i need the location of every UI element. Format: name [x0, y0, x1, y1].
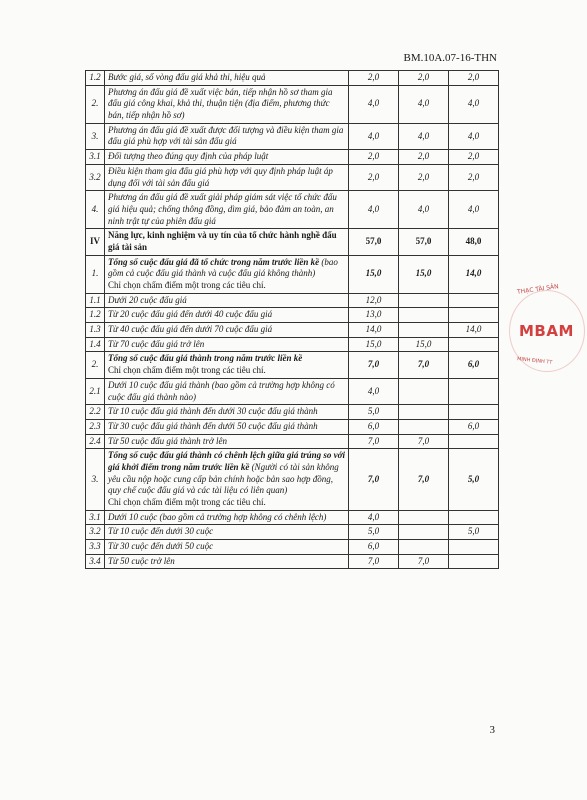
row-index: 3.1	[86, 150, 105, 165]
score-cell-c2: 2,0	[399, 164, 449, 190]
score-cell-c2	[399, 419, 449, 434]
score-cell-c1: 2,0	[349, 71, 399, 86]
row-index: 2.	[86, 352, 105, 378]
score-cell-c1: 57,0	[349, 229, 399, 255]
score-cell-c3: 6,0	[449, 352, 499, 378]
row-description: Đối tượng theo đúng quy định của pháp luật	[105, 150, 349, 165]
score-cell-c1: 7,0	[349, 449, 399, 510]
row-index: 3.3	[86, 540, 105, 555]
score-cell-c3: 5,0	[449, 525, 499, 540]
score-cell-c3	[449, 337, 499, 352]
row-index: 2.	[86, 85, 105, 123]
row-description	[105, 449, 349, 510]
score-cell-c3: 2,0	[449, 164, 499, 190]
score-cell-c1: 5,0	[349, 405, 399, 420]
table-row	[86, 164, 499, 190]
criterion-title: Tổng số cuộc đấu giá thành trong năm trước liền kề	[108, 353, 303, 364]
table-row	[86, 378, 499, 404]
company-stamp	[507, 283, 587, 378]
criterion-note: Chỉ chọn chấm điểm một trong các tiêu chí.	[108, 365, 266, 376]
row-description: Từ 30 cuộc đấu giá thành đến dưới 50 cuộc đấu giá thành	[105, 419, 349, 434]
score-cell-c2: 4,0	[399, 85, 449, 123]
score-cell-c2	[399, 293, 449, 308]
row-description: Từ 10 cuộc đấu giá thành đến dưới 30 cuộc đấu giá thành	[105, 405, 349, 420]
row-index: 3.1	[86, 510, 105, 525]
score-cell-c1: 6,0	[349, 419, 399, 434]
score-cell-c2: 4,0	[399, 123, 449, 149]
score-cell-c2	[399, 405, 449, 420]
score-cell-c1: 2,0	[349, 150, 399, 165]
score-cell-c2: 7,0	[399, 554, 449, 569]
row-index: 2.4	[86, 434, 105, 449]
score-cell-c2: 2,0	[399, 71, 449, 86]
row-index: 3.	[86, 123, 105, 149]
document-code: BM.10A.07-16-THN	[403, 52, 497, 64]
score-cell-c2	[399, 510, 449, 525]
table-row	[86, 337, 499, 352]
criterion-detail: (Người có tài sản không yêu cầu nộp hoặc cung cấp bản chính hoặc bản sao hợp đồng, quy chế cuộc đấu giá và các tài liệu có liên quan)	[108, 461, 339, 496]
table-row	[86, 434, 499, 449]
page-number: 3	[489, 724, 495, 736]
table-row	[86, 449, 499, 510]
row-index: 3.2	[86, 164, 105, 190]
row-description: Năng lực, kinh nghiệm và uy tín của tổ chức hành nghề đấu giá tài sản	[105, 229, 349, 255]
score-cell-c1: 15,0	[349, 255, 399, 293]
score-cell-c1: 13,0	[349, 308, 399, 323]
row-description: Từ 50 cuộc trở lên	[105, 554, 349, 569]
score-cell-c2: 7,0	[399, 352, 449, 378]
table-row	[86, 71, 499, 86]
score-cell-c3	[449, 378, 499, 404]
score-cell-c2	[399, 378, 449, 404]
score-cell-c1: 7,0	[349, 434, 399, 449]
scoring-table	[85, 70, 499, 569]
score-cell-c3: 2,0	[449, 71, 499, 86]
table-row	[86, 308, 499, 323]
row-index: 2.3	[86, 419, 105, 434]
row-description: Từ 30 cuộc đến dưới 50 cuộc	[105, 540, 349, 555]
score-cell-c3: 4,0	[449, 85, 499, 123]
score-cell-c1: 4,0	[349, 378, 399, 404]
table-row	[86, 229, 499, 255]
table-row	[86, 510, 499, 525]
row-description	[105, 352, 349, 378]
table-row	[86, 123, 499, 149]
table-row	[86, 419, 499, 434]
criterion-title: Tổng số cuộc đấu giá đã tổ chức trong năm trước liền kề	[108, 256, 320, 267]
score-cell-c2: 57,0	[399, 229, 449, 255]
row-index: 1.	[86, 255, 105, 293]
score-cell-c3: 4,0	[449, 191, 499, 229]
table-row	[86, 405, 499, 420]
score-cell-c2	[399, 323, 449, 338]
score-cell-c1: 12,0	[349, 293, 399, 308]
score-cell-c3: 4,0	[449, 123, 499, 149]
table-row	[86, 525, 499, 540]
table-row	[86, 323, 499, 338]
score-cell-c3	[449, 554, 499, 569]
row-index: 2.2	[86, 405, 105, 420]
score-cell-c3: 14,0	[449, 323, 499, 338]
score-cell-c3	[449, 308, 499, 323]
score-cell-c2: 15,0	[399, 255, 449, 293]
score-cell-c3	[449, 434, 499, 449]
score-cell-c1: 4,0	[349, 123, 399, 149]
score-cell-c3	[449, 540, 499, 555]
row-index: 1.3	[86, 323, 105, 338]
criterion-title: Tổng số cuộc đấu giá thành có chênh lệch giữa giá trúng so với giá khởi điểm trong năm trước liền kề	[108, 450, 346, 472]
row-index: 1.2	[86, 308, 105, 323]
score-cell-c1: 2,0	[349, 164, 399, 190]
score-cell-c2: 15,0	[399, 337, 449, 352]
score-cell-c1: 7,0	[349, 352, 399, 378]
score-cell-c1: 4,0	[349, 85, 399, 123]
score-cell-c1: 15,0	[349, 337, 399, 352]
score-cell-c2	[399, 308, 449, 323]
row-description: Từ 40 cuộc đấu giá đến dưới 70 cuộc đấu giá	[105, 323, 349, 338]
row-index: 1.2	[86, 71, 105, 86]
row-description: Dưới 10 cuộc đấu giá thành (bao gồm cả trường hợp không có cuộc đấu giá thành nào)	[105, 378, 349, 404]
score-cell-c1: 4,0	[349, 510, 399, 525]
table-row	[86, 191, 499, 229]
score-cell-c3: 6,0	[449, 419, 499, 434]
table-row	[86, 352, 499, 378]
stamp-logo: MBAM	[519, 322, 574, 340]
row-index: 4.	[86, 191, 105, 229]
score-cell-c1: 14,0	[349, 323, 399, 338]
row-index: 3.2	[86, 525, 105, 540]
row-description: Điều kiện tham gia đấu giá phù hợp với quy định pháp luật áp dụng đối với tài sản đấu giá	[105, 164, 349, 190]
score-cell-c2: 7,0	[399, 434, 449, 449]
score-cell-c1: 6,0	[349, 540, 399, 555]
row-description: Bước giá, số vòng đấu giá khả thi, hiệu quả	[105, 71, 349, 86]
criterion-detail: (bao gồm cả cuộc đấu giá thành và cuộc đấu giá không thành)	[108, 256, 338, 279]
score-cell-c3: 2,0	[449, 150, 499, 165]
score-cell-c3: 14,0	[449, 255, 499, 293]
table-row	[86, 293, 499, 308]
row-index: 1.1	[86, 293, 105, 308]
row-index: 1.4	[86, 337, 105, 352]
row-description: Từ 50 cuộc đấu giá thành trở lên	[105, 434, 349, 449]
criterion-note: Chỉ chọn chấm điểm một trong các tiêu chí.	[108, 280, 266, 290]
score-cell-c1: 7,0	[349, 554, 399, 569]
score-cell-c1: 5,0	[349, 525, 399, 540]
row-description	[105, 255, 349, 293]
table-row	[86, 255, 499, 293]
score-cell-c3: 48,0	[449, 229, 499, 255]
score-cell-c2: 7,0	[399, 449, 449, 510]
score-cell-c2: 2,0	[399, 150, 449, 165]
row-description: Từ 70 cuộc đấu giá trở lên	[105, 337, 349, 352]
row-description: Từ 10 cuộc đến dưới 30 cuộc	[105, 525, 349, 540]
scoring-table-body	[86, 71, 499, 569]
stamp-bottom-text: MINH ĐỊNH TT	[516, 356, 553, 366]
row-description: Phương án đấu giá đề xuất giải pháp giám sát việc tổ chức đấu giá hiệu quả; chống thông đồng, dìm giá, bảo đảm an toàn, an ninh trật tự của phiên đấu giá	[105, 191, 349, 229]
row-index: 3.4	[86, 554, 105, 569]
row-description: Phương án đấu giá đề xuất được đối tượng và điều kiện tham gia đấu giá phù hợp với tài sản đấu giá	[105, 123, 349, 149]
row-description: Từ 20 cuộc đấu giá đến dưới 40 cuộc đấu giá	[105, 308, 349, 323]
score-cell-c3	[449, 293, 499, 308]
row-index: 3.	[86, 449, 105, 510]
score-cell-c2	[399, 525, 449, 540]
table-row	[86, 85, 499, 123]
score-cell-c2	[399, 540, 449, 555]
score-cell-c3	[449, 510, 499, 525]
row-description: Dưới 10 cuộc (bao gồm cả trường hợp không có chênh lệch)	[105, 510, 349, 525]
score-cell-c3: 5,0	[449, 449, 499, 510]
score-cell-c3	[449, 405, 499, 420]
row-index: IV	[86, 229, 105, 255]
score-cell-c1: 4,0	[349, 191, 399, 229]
table-row	[86, 540, 499, 555]
score-cell-c2: 4,0	[399, 191, 449, 229]
row-description: Phương án đấu giá đề xuất việc bán, tiếp nhận hồ sơ tham gia đấu giá công khai, khả thi, thuận tiện (địa điểm, phương thức bán, tiếp nhận hồ sơ)	[105, 85, 349, 123]
row-index: 2.1	[86, 378, 105, 404]
row-description: Dưới 20 cuộc đấu giá	[105, 293, 349, 308]
table-row	[86, 150, 499, 165]
criterion-note: Chỉ chọn chấm điểm một trong các tiêu chí.	[108, 497, 266, 507]
table-row	[86, 554, 499, 569]
stamp-top-text: THẠC TÀI SẢN	[516, 283, 560, 296]
